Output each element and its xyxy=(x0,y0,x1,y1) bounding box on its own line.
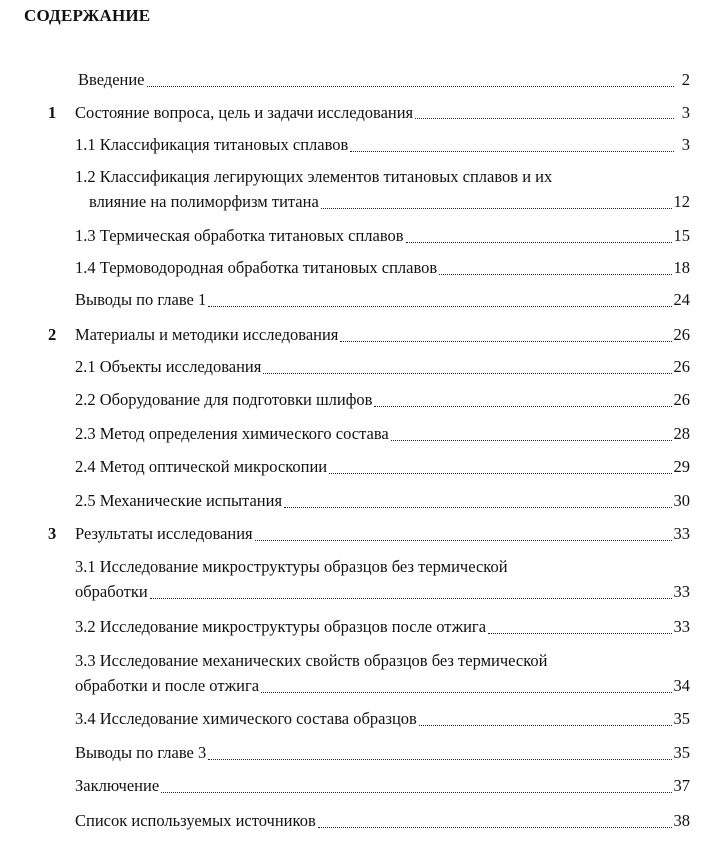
toc-entry-title: Состояние вопроса, цель и задачи исследования xyxy=(75,103,414,122)
dot-leader xyxy=(261,675,671,697)
dot-leader xyxy=(374,389,671,411)
toc-entry-title-line1: 3.1 Исследование микроструктуры образцов без термической xyxy=(75,557,508,576)
toc-entry-title: Заключение xyxy=(75,776,160,795)
dot-leader xyxy=(350,134,674,156)
toc-entry-title: Результаты исследования xyxy=(75,524,253,543)
toc-entry-title: Список используемых источников xyxy=(75,811,316,830)
toc-entry-title: 1.3 Термическая обработка титановых сплавов xyxy=(75,226,404,245)
dot-leader xyxy=(208,289,671,311)
dot-leader xyxy=(263,356,671,378)
toc-entry-page: 33 xyxy=(673,524,690,543)
toc-entry-title: 2.4 Метод оптической микроскопии xyxy=(75,457,328,476)
toc-entry-title-line2: влияние на полиморфизм титана xyxy=(89,192,319,211)
dot-leader xyxy=(318,810,672,832)
toc-entry-page: 29 xyxy=(673,457,690,476)
toc-entry-title: 1.4 Термоводородная обработка титановых сплавов xyxy=(75,258,438,277)
dot-leader xyxy=(488,616,671,638)
toc-entry-page: 28 xyxy=(673,424,690,443)
dot-leader xyxy=(340,324,671,346)
dot-leader xyxy=(419,708,672,730)
toc-entry-title-line2: обработки и после отжига xyxy=(75,676,260,695)
toc-heading: СОДЕРЖАНИЕ xyxy=(24,6,151,25)
toc-entry-page: 3 xyxy=(681,135,690,154)
toc-entry-title: Материалы и методики исследования xyxy=(75,325,339,344)
toc-entry-page: 3 xyxy=(681,103,690,122)
toc-entry-title: 2.5 Механические испытания xyxy=(75,491,283,510)
toc-entry-page: 33 xyxy=(673,582,690,601)
toc-entry-title: Выводы по главе 3 xyxy=(75,743,207,762)
dot-leader xyxy=(391,423,672,445)
toc-entry-title: Выводы по главе 1 xyxy=(75,290,207,309)
toc-entry-page: 35 xyxy=(673,743,690,762)
chapter-number: 2 xyxy=(48,325,57,344)
chapter-number: 3 xyxy=(48,524,57,543)
toc-entry-page: 30 xyxy=(673,491,690,510)
toc-entry-page: 37 xyxy=(673,776,690,795)
toc-entry-title: 2.2 Оборудование для подготовки шлифов xyxy=(75,390,373,409)
toc-entry-title: 3.2 Исследование микроструктуры образцов после отжига xyxy=(75,617,487,636)
toc-entry-page: 18 xyxy=(673,258,690,277)
toc-entry-title: 2.3 Метод определения химического состава xyxy=(75,424,389,443)
toc-entry-page: 33 xyxy=(673,617,690,636)
chapter-number: 1 xyxy=(48,103,57,122)
dot-leader xyxy=(208,742,671,764)
toc-entry-title: 3.4 Исследование химического состава образцов xyxy=(75,709,417,728)
toc-entry-title: 2.1 Объекты исследования xyxy=(75,357,262,376)
dot-leader xyxy=(161,775,671,797)
dot-leader xyxy=(329,456,671,478)
toc-entry-page: 24 xyxy=(673,290,690,309)
dot-leader xyxy=(147,69,674,91)
toc-entry-title-line2: обработки xyxy=(75,582,148,601)
dot-leader xyxy=(406,225,672,247)
toc-entry-page: 26 xyxy=(673,390,690,409)
toc-entry-title: Введение xyxy=(78,70,145,89)
toc-entry-page: 38 xyxy=(673,811,690,830)
dot-leader xyxy=(255,523,672,545)
dot-leader xyxy=(415,102,674,124)
toc-entry-page: 15 xyxy=(673,226,690,245)
toc-entry-page: 2 xyxy=(681,70,690,89)
toc-entry-title-line1: 1.2 Классификация легирующих элементов титановых сплавов и их xyxy=(75,167,553,186)
toc-entry-page: 26 xyxy=(673,325,690,344)
dot-leader xyxy=(150,581,672,603)
toc-entry-page: 26 xyxy=(673,357,690,376)
dot-leader xyxy=(321,191,672,213)
toc-entry-page: 12 xyxy=(673,192,690,211)
toc-entry-page: 34 xyxy=(673,676,690,695)
dot-leader xyxy=(439,257,671,279)
dot-leader xyxy=(284,490,671,512)
toc-entry-title-line1: 3.3 Исследование механических свойств образцов без термической xyxy=(75,651,548,670)
toc-entry-title: 1.1 Классификация титановых сплавов xyxy=(75,135,349,154)
toc-entry-page: 35 xyxy=(673,709,690,728)
